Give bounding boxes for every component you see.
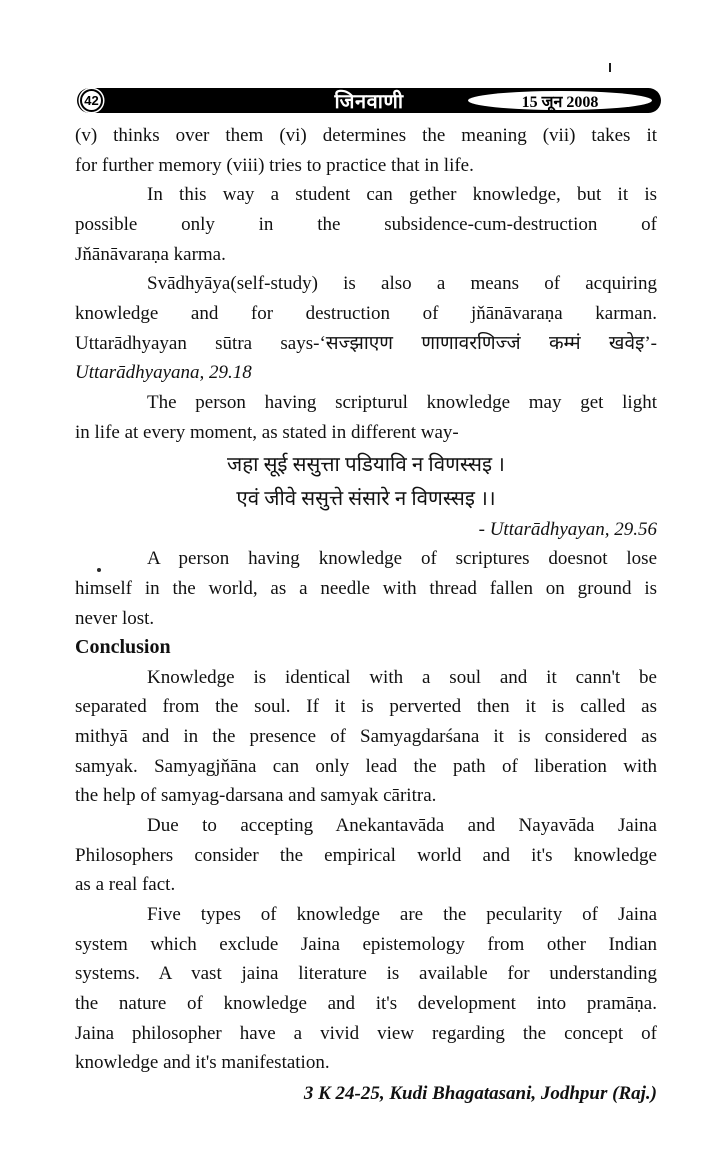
text-line: Jňānāvaraṇa karma. — [75, 243, 226, 265]
issue-date-badge: 15 जून 2008 — [468, 91, 652, 110]
text-line: possible only in the subsidence-cum-destruction of — [75, 213, 657, 235]
text-line: never lost. — [75, 607, 155, 629]
text-line: system which exclude Jaina epistemology from other Indian — [75, 933, 657, 955]
text-line: mithyā and in the presence of Samyagdarśana it is considered as — [75, 726, 657, 748]
text-line: as a real fact. — [75, 874, 176, 896]
text-line: Uttarādhyayana, 29.18 — [75, 362, 252, 384]
text-line: एवं जीवे ससुत्ते संसारे न विणस्सइ ।। — [236, 487, 496, 510]
text-line: Due to accepting Anekantavāda and Nayavāda Jaina — [147, 815, 657, 837]
text-line: (v) thinks over them (vi) determines the meaning (vii) takes it — [75, 125, 657, 146]
author-address: 3 K 24-25, Kudi Bhagatasani, Jodhpur (Raj.) — [303, 1083, 657, 1104]
text-line: the nature of knowledge and it's development into pramāṇa. — [75, 993, 657, 1015]
text-line: Knowledge is identical with a soul and it cann't be — [147, 666, 657, 688]
text-line: himself in the world, as a needle with thread fallen on ground is — [75, 577, 657, 599]
article-body — [75, 121, 657, 1109]
text-line: Jaina philosopher have a vivid view regarding the concept of — [75, 1022, 657, 1044]
text-line: जहा सूई ससुत्ता पडियावि न विणस्सइ । — [227, 454, 505, 477]
text-line: Svādhyāya(self-study) is also a means of acquiring — [147, 273, 657, 295]
text-line: samyak. Samyagjňāna can only lead the path of liberation with — [75, 755, 657, 777]
text-line: knowledge and for destruction of jňānāvaraṇa karman. — [75, 302, 657, 324]
text-line: In this way a student can gether knowledge, but it is — [147, 184, 657, 206]
text-line: The person having scripturul knowledge may get light — [147, 391, 657, 413]
scan-artifact — [609, 63, 611, 72]
text-line: separated from the soul. If it is perverted then it is called as — [75, 696, 657, 718]
text-line: systems. A vast jaina literature is available for understanding — [75, 963, 657, 985]
text-lines — [75, 121, 657, 1078]
text-line: the help of samyag-darsana and samyak cāritra. — [75, 785, 437, 807]
text-line: Uttarādhyayan sūtra says-‘सज्झाएण णाणावरणिज्जं कम्मं खवेइ’- — [75, 332, 657, 354]
text-line: Conclusion — [75, 636, 171, 659]
text-line: Five types of knowledge are the pecularity of Jaina — [147, 904, 657, 926]
journal-title: जिनवाणी — [334, 91, 404, 113]
page-header-bar — [77, 88, 661, 113]
scan-artifact — [97, 568, 101, 572]
text-line: for further memory (viii) tries to practice that in life. — [75, 154, 474, 176]
text-line: A person having knowledge of scriptures doesnot lose — [147, 548, 657, 570]
text-line: Philosophers consider the empirical world and it's knowledge — [75, 844, 657, 866]
text-line: in life at every moment, as stated in different way- — [75, 421, 459, 443]
text-line: - Uttarādhyayan, 29.56 — [478, 518, 657, 540]
page-number-badge: 42 — [80, 89, 103, 112]
text-line: knowledge and it's manifestation. — [75, 1052, 330, 1074]
